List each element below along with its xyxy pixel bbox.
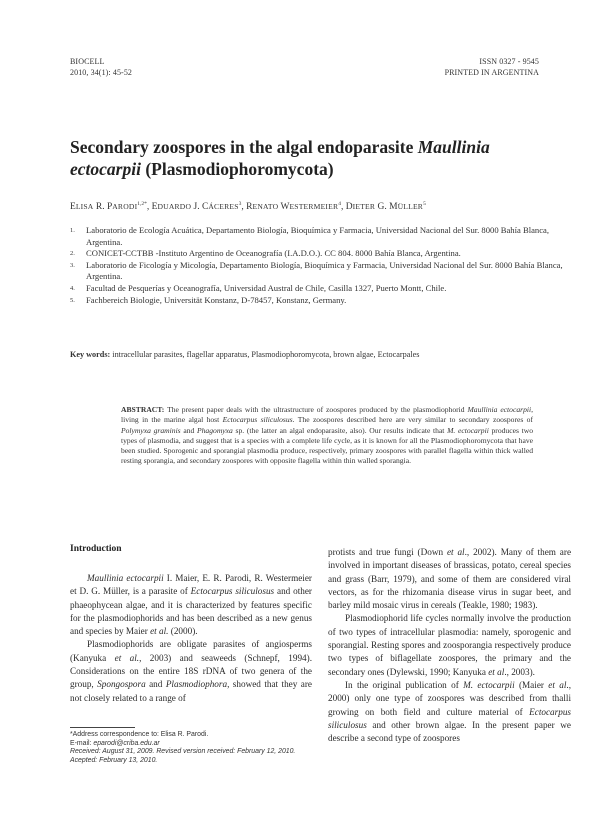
author: DIETER G. MÜLLER$^5$ <box>345 201 426 213</box>
body-column-left <box>70 572 312 705</box>
affiliation-item: 3. Laboratorio de Ficología y Micología, Departamento Biología, Bioquímica y Farmacia, Universidad Nacional del Sur. 8000 Bahía Blanca, Argentina. <box>70 259 563 282</box>
paragraph: Maullinia ectocarpii I. Maier, E. R. Parodi, R. Westermeier et D. G. Müller, is a parasite of Ectocarpus siliculosus and other phaeophycean algae, and it is characterized by features specific for the plasmodiophorids and has been described as a new genus and species by Maier et al. (2000). <box>70 573 312 637</box>
keywords: Key words: intracellular parasites, flagellar apparatus, Plasmodiophoromycota, brown algae, Ectocarpales <box>70 350 420 359</box>
paragraph: Plasmodiophorid life cycles normally involve the production of two types of intracellular plasmodia: namely, sporogenic and sporangial. Resting spores and zoosporangia respectively produce two types of biflagellate zoospores, the primary and the secondary ones (Dylewski, 1990; Kanyuka et al., 2003). <box>328 613 571 677</box>
issn: ISSN 0327 - 9545 <box>479 57 539 66</box>
affiliation-item: 2. CONICET-CCTBB -Instituto Argentino de Oceanografía (I.A.D.O.). CC 804. 8000 Bahía Blanca, Argentina. <box>70 248 461 259</box>
author: RENATO WESTERMEIER$^4$, <box>246 201 346 213</box>
journal-volume: 2010, 34(1): 45-52 <box>70 68 133 77</box>
correspondence-address: *Address correspondence to: Elisa R. Parodi. <box>70 731 209 738</box>
author-list <box>70 198 550 213</box>
paragraph: protists and true fungi (Down et al., 2002). Many of them are involved in important diseases of brassicas, potato, cereal species and grass (Barr, 1979), and some of them are considered viral vectors, as for the rhizomania disease virus in sugar beet, and barley mild mosaic virus in cereals (Teakle, 1980; 1983). <box>328 547 572 611</box>
section-heading-introduction: Introduction <box>70 544 122 554</box>
abstract: ABSTRACT: The present paper deals with the ultrastructure of zoospores produced by the plasmodiophorid Maullinia ectocarpii, living in the marine algal host Ectocarpus siliculosus. The zoospores described here are very similar to secondary zoospores of Polymyxa graminis and Phagomyxa sp. (the latter an algal endoparasite, also). Our results indicate that M. ectocarpii produces two types of plasmodia, and suggest that is a species with a complete life cycle, as it is known for all the Plasmodiophoromycota that have been studied. Sporogenic and sporangial plasmodia produce, respectively, primary zoospores with parallel flagella within thick walled resting sporangia, and secondary zoospores with opposite flagella within thin walled sporangia. <box>121 405 534 466</box>
author: EDUARDO J. CÁCERES$^3$, <box>151 201 247 213</box>
body-column-right <box>328 546 571 745</box>
correspondence-email: E-mail: eparodi@criba.edu.ar <box>70 739 160 747</box>
journal-header-right <box>445 56 539 78</box>
footnote-divider <box>70 727 135 728</box>
journal-header-left <box>70 56 132 78</box>
article-title: Secondary zoospores in the algal endoparasite Maullinia ectocarpii (Plasmodiophoromycota) <box>70 137 490 179</box>
journal-name: BIOCELL <box>70 57 105 66</box>
paragraph: Plasmodiophorids are obligate parasites of angiosperms (Kanyuka et al., 2003) and seaweeds (Schnepf, 1994). Considerations on the entire 18S rDNA of two genera of the group, Spongospora and Plasmodiophora, showed that they are not closely related to a range of <box>70 639 312 703</box>
affiliation-item: 4. Facultad de Pesquerías y Oceanografía, Universidad Austral de Chile, Casilla 1327, Puerto Montt, Chile. <box>70 282 447 293</box>
affiliation-item: 1. Laboratorio de Ecología Acuática, Departamento Biología, Bioquímica y Farmacia, Universidad Nacional del Sur. 8000 Bahía Blanca, Argentina. <box>70 225 549 247</box>
printed-in: PRINTED IN ARGENTINA <box>444 68 539 77</box>
affiliation-list <box>70 225 585 306</box>
received-dates: Received: August 31, 2009. Revised version received: February 12, 2010. Acepted: February 13, 2010. <box>70 748 296 764</box>
affiliation-item: 5. Fachbereich Biologie, Universität Konstanz, D-78457, Konstanz, Germany. <box>70 294 347 305</box>
paragraph: In the original publication of M. ectocarpii (Maier et al., 2000) only one type of zoospores was described from thalli growing on both field and culture material of Ectocarpus siliculosus and other brown algae. In the present paper we describe a second type of zoospores <box>328 679 571 744</box>
footnote <box>70 731 316 765</box>
author: ELISA R. $PARODI^{1,2*}$, <box>70 201 152 213</box>
